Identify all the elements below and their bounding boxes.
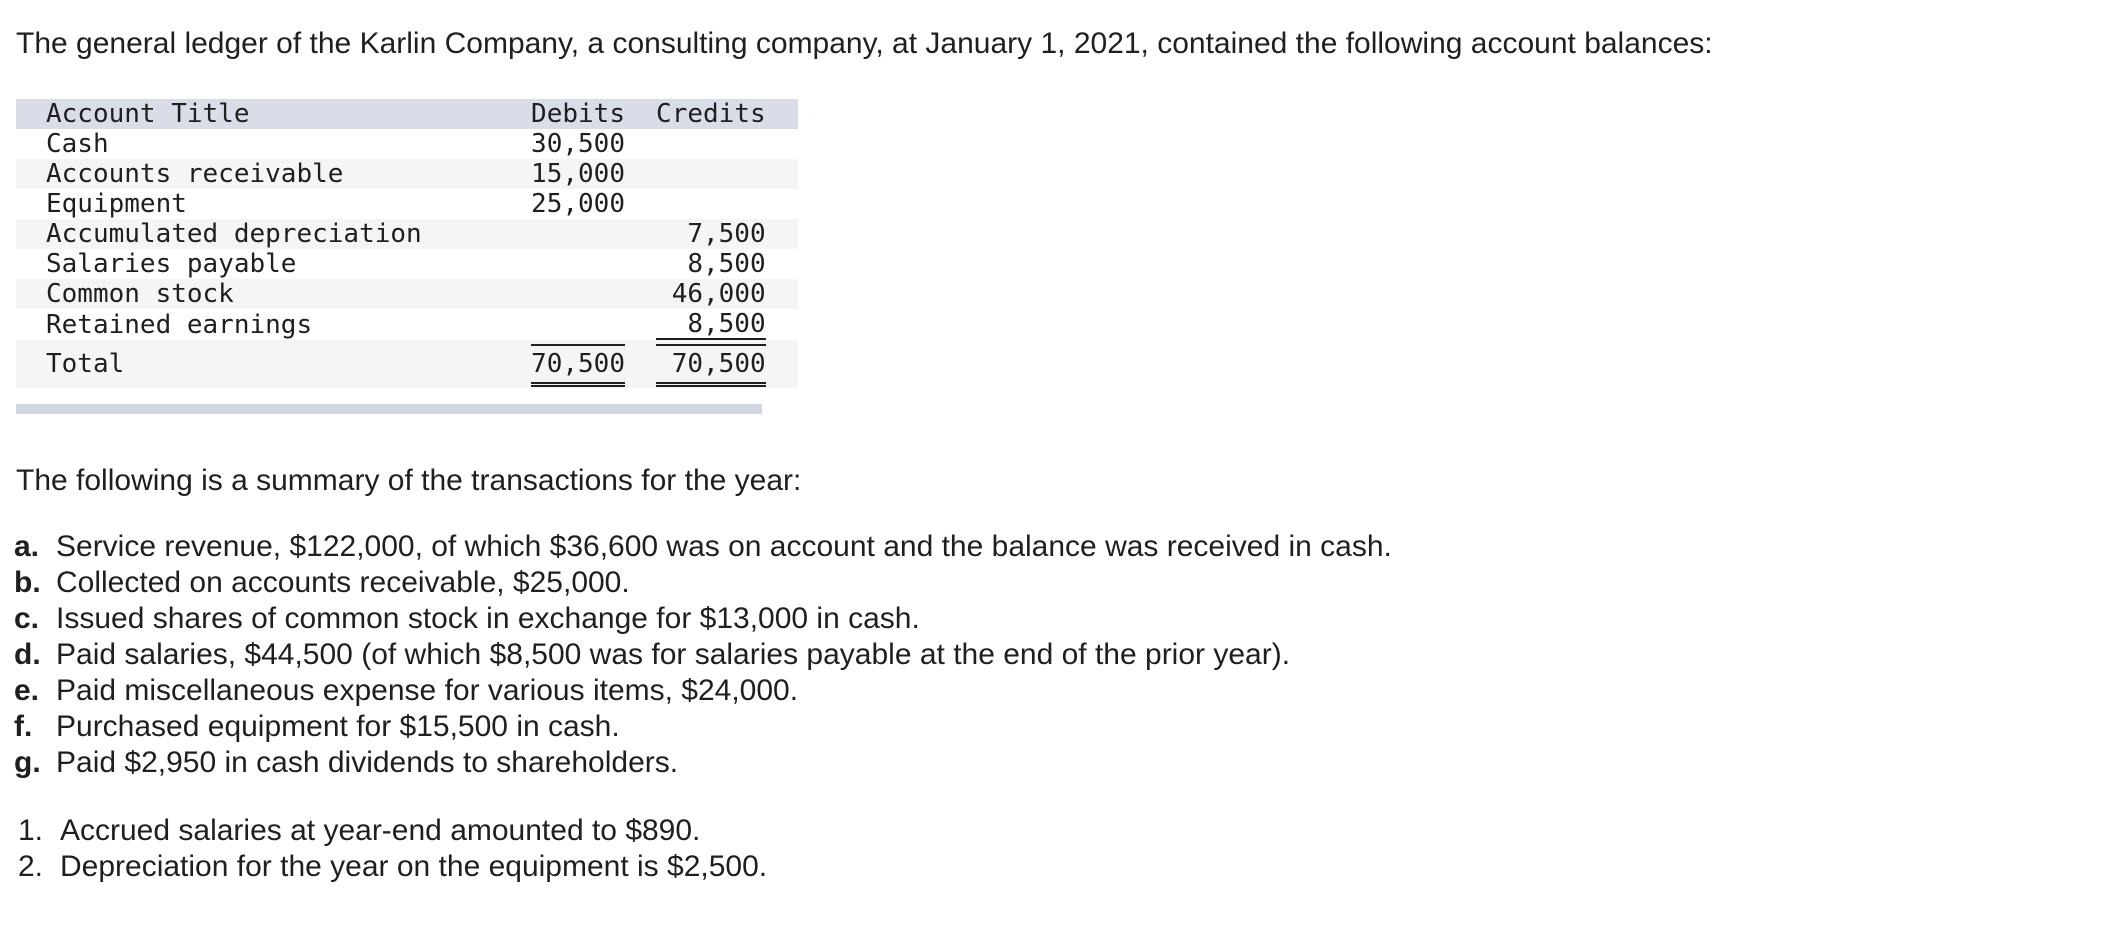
debit-total-cell	[511, 340, 625, 388]
list-item	[14, 601, 1392, 637]
item-marker: c.	[14, 602, 40, 635]
header-debits: Debits	[531, 99, 625, 129]
account-title: Accumulated depreciation	[46, 219, 422, 249]
item-marker: 1.	[18, 814, 44, 847]
credit-value	[625, 189, 766, 219]
item-marker: b.	[14, 566, 41, 599]
item-text: Paid salaries, $44,500 (of which $8,500 was for salaries payable at the end of the prior year).	[56, 638, 1291, 671]
list-item	[14, 745, 1392, 781]
transaction-list	[14, 529, 1392, 781]
list-item	[14, 529, 1392, 565]
credit-total: 70,500	[656, 344, 766, 387]
debit-value	[511, 279, 625, 309]
item-text: Collected on accounts receivable, $25,000.	[56, 566, 630, 599]
list-item	[18, 813, 767, 849]
credit-value	[625, 159, 766, 189]
account-title: Accounts receivable	[46, 159, 344, 189]
item-text: Service revenue, $122,000, of which $36,600 was on account and the balance was received in cash.	[56, 530, 1392, 563]
credit-value: 46,000	[671, 279, 766, 309]
total-row	[16, 340, 798, 388]
adjustment-list	[18, 813, 767, 885]
item-text: Paid $2,950 in cash dividends to shareholders.	[56, 746, 679, 779]
table-footer-bar	[16, 404, 762, 414]
account-title: Equipment	[46, 189, 187, 219]
account-title: Salaries payable	[46, 249, 297, 279]
table-row	[16, 219, 798, 249]
account-title: Cash	[46, 129, 109, 159]
item-text: Issued shares of common stock in exchange for $13,000 in cash.	[56, 602, 920, 635]
item-text: Purchased equipment for $15,500 in cash.	[56, 710, 620, 743]
item-text: Accrued salaries at year-end amounted to $890.	[60, 814, 701, 847]
debit-total: 70,500	[531, 344, 625, 387]
item-marker: 2.	[18, 850, 44, 883]
table-row	[16, 129, 798, 159]
list-item	[14, 565, 1392, 601]
table-row	[16, 189, 798, 219]
debit-value	[511, 249, 625, 279]
item-marker: g.	[14, 746, 41, 779]
debit-value: 15,000	[531, 159, 625, 189]
item-marker: a.	[14, 530, 40, 563]
credit-total-cell	[625, 340, 766, 388]
table-row	[16, 159, 798, 189]
ledger-header-row	[16, 99, 798, 129]
table-row	[16, 279, 798, 309]
account-title: Common stock	[46, 279, 234, 309]
item-text: Depreciation for the year on the equipment is $2,500.	[60, 850, 768, 883]
total-label: Total	[16, 340, 511, 388]
list-item	[14, 673, 1392, 709]
item-text: Paid miscellaneous expense for various items, $24,000.	[56, 674, 799, 707]
item-marker: e.	[14, 674, 40, 707]
list-item	[14, 709, 1392, 745]
credit-value	[625, 129, 766, 159]
item-marker: f.	[14, 710, 33, 743]
list-item	[14, 637, 1392, 673]
ledger-table	[16, 99, 798, 388]
debit-value: 25,000	[531, 189, 625, 219]
credit-value: 7,500	[687, 219, 766, 249]
debit-value	[511, 219, 625, 249]
item-marker: d.	[14, 638, 41, 671]
intro-paragraph: The general ledger of the Karlin Company, a consulting company, at January 1, 2021, contained the following account balances:	[16, 27, 1713, 60]
credit-value-cell	[625, 309, 766, 340]
debit-value	[511, 309, 625, 340]
header-account-title: Account Title	[46, 99, 250, 129]
credit-value: 8,500	[656, 310, 766, 340]
header-pad	[766, 99, 798, 129]
table-row	[16, 309, 798, 340]
summary-heading: The following is a summary of the transactions for the year:	[16, 464, 802, 497]
credit-value: 8,500	[687, 249, 766, 279]
account-title: Retained earnings	[46, 309, 313, 340]
table-row	[16, 249, 798, 279]
debit-value: 30,500	[531, 129, 625, 159]
list-item	[18, 849, 767, 885]
header-credits: Credits	[656, 99, 766, 129]
